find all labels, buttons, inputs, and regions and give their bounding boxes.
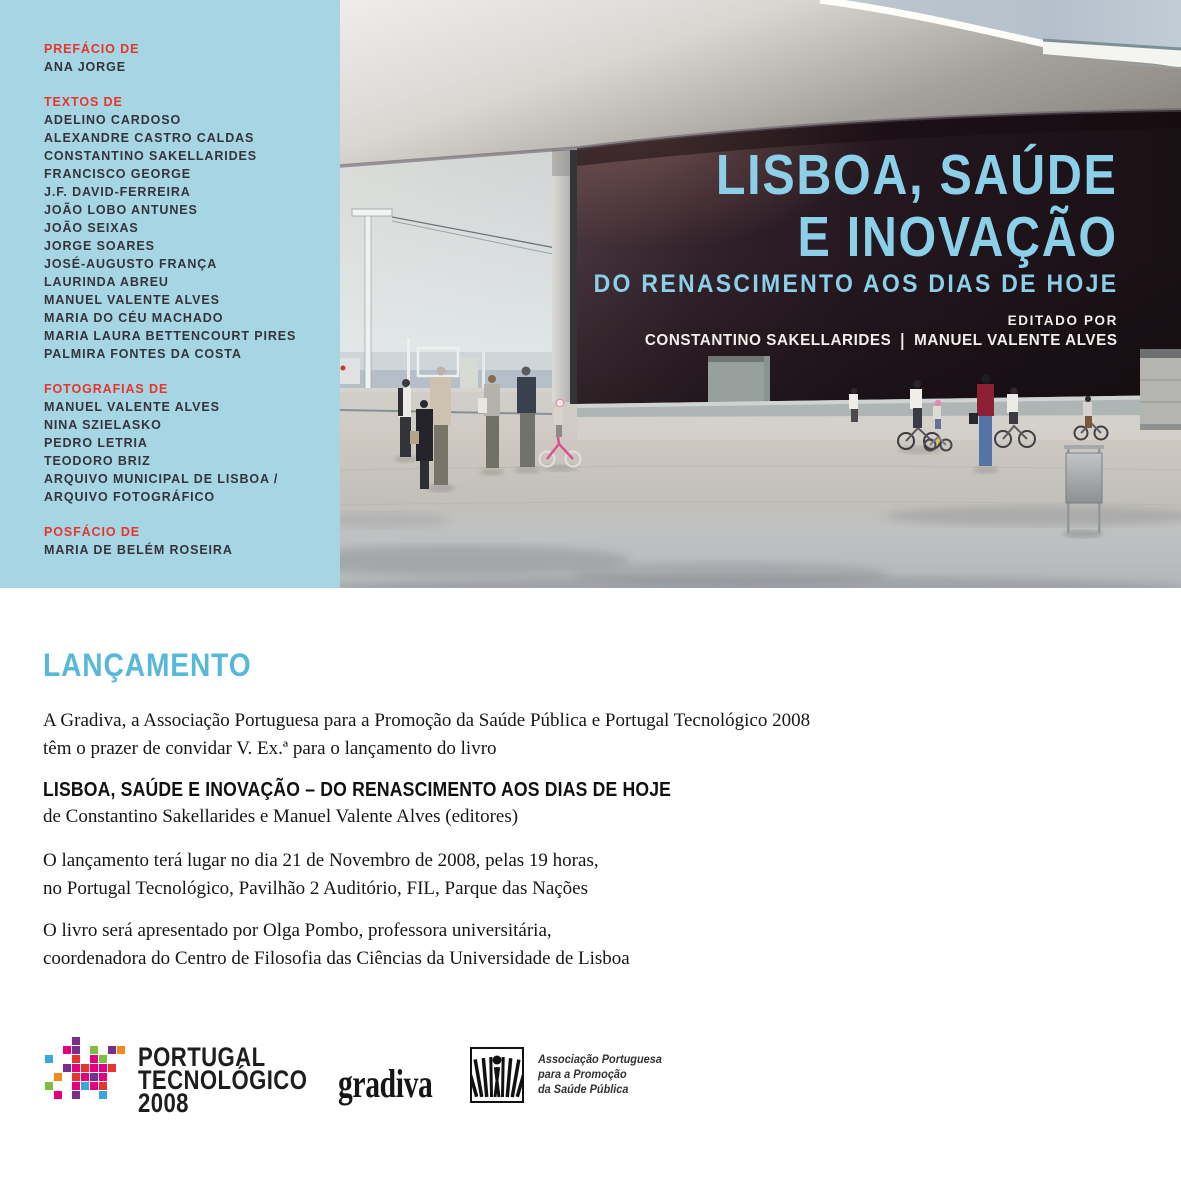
pt-line1: PORTUGAL	[138, 1042, 266, 1072]
mosaic-cell	[54, 1091, 62, 1099]
apsp-line3: da Saúde Pública	[538, 1084, 629, 1096]
presenter-line1: O livro será apresentado por Olga Pombo, professora universitária,	[43, 920, 552, 942]
mosaic-cell	[72, 1091, 80, 1099]
mosaic-cell	[81, 1082, 89, 1090]
credit-name: CONSTANTINO SAKELLARIDES	[44, 149, 258, 163]
mosaic-cell	[63, 1082, 71, 1090]
book-authors-line: de Constantino Sakellarides e Manuel Valente Alves (editores)	[43, 806, 519, 828]
intro-line1: A Gradiva, a Associação Portuguesa para a Promoção da Saúde Pública e Portugal Tecnológico 2008	[43, 710, 811, 732]
credit-name: MANUEL VALENTE ALVES	[44, 293, 220, 307]
mosaic-cell	[117, 1046, 125, 1054]
mosaic-cell	[108, 1055, 116, 1063]
mosaic-cell	[45, 1037, 53, 1045]
intro-paragraph	[43, 707, 1023, 763]
section-label: POSFÁCIO DE	[44, 525, 141, 539]
event-line2: no Portugal Tecnológico, Pavilhão 2 Auditório, FIL, Parque das Nações	[43, 878, 589, 900]
credit-name: JORGE SOARES	[44, 239, 155, 253]
credit-name: PEDRO LETRIA	[44, 436, 148, 450]
mosaic-cell	[72, 1064, 80, 1072]
editors-line	[645, 332, 1118, 350]
mosaic-cell	[72, 1073, 80, 1081]
cover-title-line1: LISBOA, SAÚDE	[716, 143, 1118, 207]
intro-line2: têm o prazer de convidar V. Ex.ª para o lançamento do livro	[43, 738, 497, 760]
editor-1: CONSTANTINO SAKELLARIDES	[645, 332, 892, 349]
mosaic-cell	[99, 1073, 107, 1081]
mosaic-cell	[90, 1082, 98, 1090]
mosaic-cell	[108, 1046, 116, 1054]
mosaic-cell	[72, 1046, 80, 1054]
credits-sidebar	[0, 0, 340, 588]
mosaic-cell	[81, 1073, 89, 1081]
mosaic-cell	[99, 1046, 107, 1054]
credit-name: ANA JORGE	[44, 60, 126, 74]
mosaic-cell	[45, 1064, 53, 1072]
launch-heading: LANÇAMENTO	[43, 647, 252, 683]
credit-name: ALEXANDRE CASTRO CALDAS	[44, 131, 255, 145]
credit-name: JOÃO LOBO ANTUNES	[44, 203, 198, 217]
mosaic-cell	[90, 1091, 98, 1099]
mosaic-cell	[99, 1055, 107, 1063]
credit-name: TEODORO BRIZ	[44, 454, 151, 468]
stone-pillar	[1140, 349, 1181, 430]
mosaic-cell	[63, 1064, 71, 1072]
mosaic-cell	[45, 1055, 53, 1063]
mosaic-cell	[99, 1037, 107, 1045]
credit-name: MARIA DE BELÉM ROSEIRA	[44, 543, 233, 557]
mosaic-cell	[117, 1073, 125, 1081]
editors-separator	[902, 333, 904, 350]
credit-name: NINA SZIELASKO	[44, 418, 162, 432]
credits-section-textos	[44, 93, 330, 363]
credit-name: J.F. DAVID-FERREIRA	[44, 185, 191, 199]
mosaic-cell	[99, 1082, 107, 1090]
edited-by-label: EDITADO POR	[1007, 313, 1118, 328]
event-line1: O lançamento terá lugar no dia 21 de Novembro de 2008, pelas 19 horas,	[43, 850, 599, 872]
mosaic-cell	[81, 1091, 89, 1099]
mosaic-cell	[90, 1064, 98, 1072]
mosaic-cell	[108, 1073, 116, 1081]
cover-photo	[340, 0, 1181, 588]
credit-name: MANUEL VALENTE ALVES	[44, 400, 220, 414]
mosaic-cell	[72, 1082, 80, 1090]
apsp-line2: para a Promoção	[538, 1069, 627, 1081]
credits-section-fotografias	[44, 380, 330, 506]
mosaic-cell	[45, 1046, 53, 1054]
mosaic-cell	[117, 1091, 125, 1099]
mosaic-cell	[81, 1046, 89, 1054]
mosaic-cell	[63, 1091, 71, 1099]
credit-name: JOSÉ-AUGUSTO FRANÇA	[44, 257, 218, 271]
mosaic-cell	[90, 1037, 98, 1045]
section-label: TEXTOS DE	[44, 95, 123, 109]
mosaic-cell	[63, 1073, 71, 1081]
mosaic-cell	[90, 1046, 98, 1054]
credits-section-prefacio	[44, 40, 330, 76]
credit-name: PALMIRA FONTES DA COSTA	[44, 347, 242, 361]
mosaic-cell	[63, 1046, 71, 1054]
mosaic-cell	[90, 1073, 98, 1081]
mosaic-cell	[108, 1064, 116, 1072]
credit-name: ADELINO CARDOSO	[44, 113, 182, 127]
mosaic-cell	[117, 1082, 125, 1090]
mosaic-cell	[45, 1091, 53, 1099]
credit-name: JOÃO SEIXAS	[44, 221, 139, 235]
credit-name: ARQUIVO FOTOGRÁFICO	[44, 490, 216, 504]
mosaic-cell	[54, 1064, 62, 1072]
presenter-line2: coordenadora do Centro de Filosofia das Ciências da Universidade de Lisboa	[43, 948, 630, 970]
mosaic-cell	[45, 1073, 53, 1081]
mosaic-cell	[108, 1091, 116, 1099]
mosaic-cell	[45, 1082, 53, 1090]
mosaic-cell	[72, 1055, 80, 1063]
credit-name: FRANCISCO GEORGE	[44, 167, 192, 181]
mosaic-cell	[54, 1073, 62, 1081]
cover-subtitle: DO RENASCIMENTO AOS DIAS DE HOJE	[593, 270, 1118, 298]
presenter-paragraph	[43, 917, 1023, 973]
credit-name: LAURINDA ABREU	[44, 275, 169, 289]
mosaic-cell	[108, 1082, 116, 1090]
mosaic-cell	[99, 1091, 107, 1099]
portugal-tecnologico-mosaic-icon	[45, 1037, 126, 1100]
credits-section-posfacio	[44, 523, 330, 559]
mosaic-cell	[54, 1082, 62, 1090]
mosaic-cell	[117, 1055, 125, 1063]
mosaic-cell	[72, 1037, 80, 1045]
invitation-body	[43, 648, 1023, 973]
mosaic-cell	[117, 1037, 125, 1045]
section-label: PREFÁCIO DE	[44, 42, 140, 56]
mosaic-cell	[81, 1064, 89, 1072]
mosaic-cell	[63, 1055, 71, 1063]
mosaic-cell	[54, 1046, 62, 1054]
pt-line3: 2008	[138, 1088, 189, 1118]
mosaic-cell	[90, 1055, 98, 1063]
editor-2: MANUEL VALENTE ALVES	[914, 332, 1118, 349]
pt-line2: TECNOLÓGICO	[138, 1065, 308, 1095]
mosaic-cell	[117, 1064, 125, 1072]
event-paragraph	[43, 847, 1023, 903]
apsp-line1: Associação Portuguesa	[538, 1054, 662, 1066]
apsp-logo-icon	[470, 1047, 524, 1108]
mosaic-cell	[108, 1037, 116, 1045]
mosaic-cell	[54, 1037, 62, 1045]
cover-title-line2: E INOVAÇÃO	[797, 205, 1118, 269]
mosaic-cell	[81, 1055, 89, 1063]
credit-name: MARIA LAURA BETTENCOURT PIRES	[44, 329, 297, 343]
mosaic-cell	[81, 1037, 89, 1045]
apsp-label	[538, 1053, 662, 1098]
mosaic-cell	[99, 1064, 107, 1072]
credit-name: ARQUIVO MUNICIPAL DE LISBOA /	[44, 472, 279, 486]
mosaic-cell	[54, 1055, 62, 1063]
book-title-line: LISBOA, SAÚDE E INOVAÇÃO – DO RENASCIMENTO AOS DIAS DE HOJE	[43, 779, 672, 802]
cover-title-block	[418, 0, 1118, 588]
credit-name: MARIA DO CÉU MACHADO	[44, 311, 224, 325]
section-label: FOTOGRAFIAS DE	[44, 382, 169, 396]
gradiva-wordmark: gradiva	[338, 1061, 433, 1106]
mosaic-cell	[63, 1037, 71, 1045]
portugal-tecnologico-wordmark	[138, 1042, 308, 1118]
